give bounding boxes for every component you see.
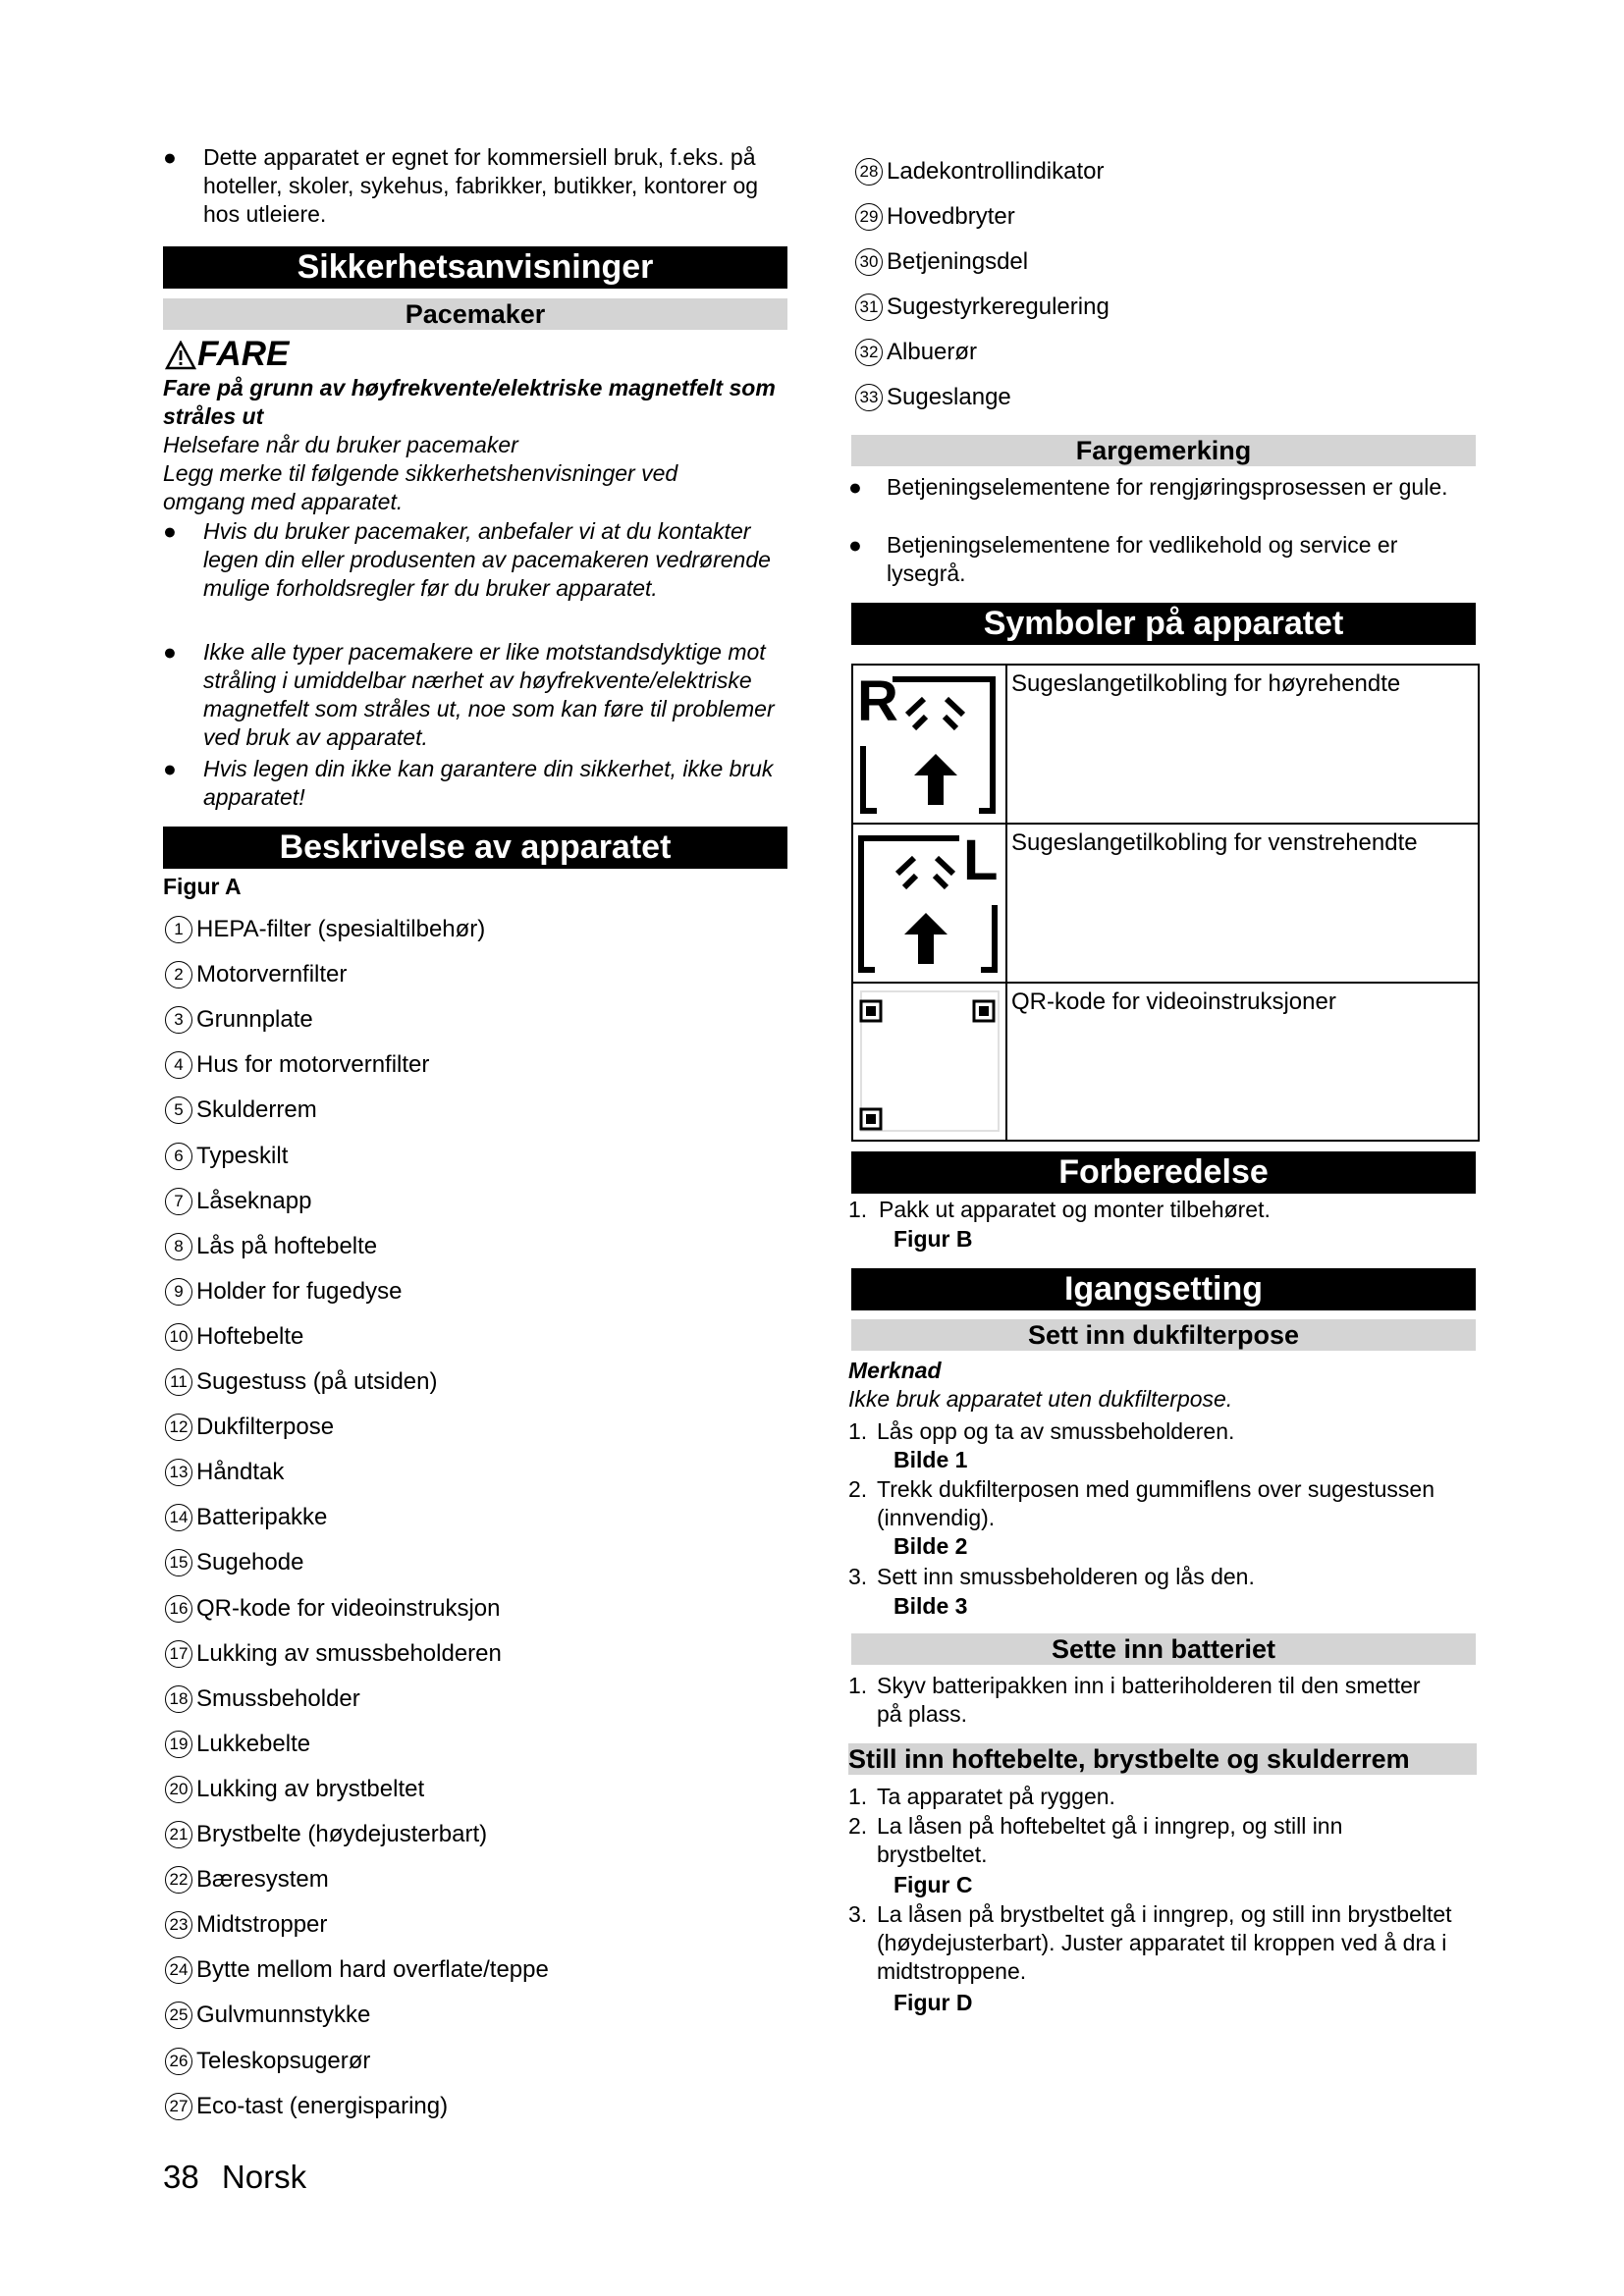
part-number-circle: 27: [165, 2093, 192, 2120]
fare-paragraph-2: Legg merke til følgende sikkerhetshenvisninger ved omgang med apparatet.: [163, 460, 678, 514]
part-label: Ladekontrollindikator: [887, 158, 1105, 185]
belt-step-ref: Figur D: [893, 1990, 973, 2015]
part-label: Midtstropper: [196, 1911, 328, 1938]
left-hand-letter: L: [963, 828, 999, 892]
heading-belts: Still inn hoftebelte, brystbelte og skulderrem: [848, 1743, 1477, 1775]
part-number-circle: 13: [165, 1459, 192, 1486]
part-label: Eco-tast (energisparing): [196, 2093, 449, 2119]
part-number-circle: 28: [855, 158, 883, 186]
fare-title: Fare på grunn av høyfrekvente/elektriske magnetfelt som stråles ut: [163, 375, 776, 429]
symbols-table: [851, 664, 1480, 1142]
prep-figure: Figur B: [893, 1226, 973, 1252]
part-label: Hus for motorvernfilter: [196, 1051, 430, 1078]
part-number-circle: 19: [165, 1731, 192, 1758]
part-label: Lukking av brystbeltet: [196, 1776, 425, 1802]
part-label: Brystbelte (høydejusterbart): [196, 1821, 488, 1847]
right-hand-hose-icon: [853, 666, 1007, 823]
part-label: Sugestuss (på utsiden): [196, 1368, 438, 1395]
heading-safety: Sikkerhetsanvisninger: [163, 246, 787, 289]
part-number-circle: 10: [165, 1323, 192, 1351]
part-number-circle: 32: [855, 339, 883, 366]
part-label: Hoftebelte: [196, 1323, 304, 1350]
part-label: Håndtak: [196, 1459, 285, 1485]
filter-step-ref: Bilde 3: [893, 1593, 968, 1619]
heading-preparation: Forberedelse: [851, 1151, 1476, 1194]
fare-paragraph-1: Helsefare når du bruker pacemaker: [163, 432, 518, 457]
part-label: Låseknapp: [196, 1188, 312, 1214]
part-number-circle: 11: [165, 1368, 192, 1396]
part-number-circle: 6: [165, 1143, 192, 1170]
part-number-circle: 20: [165, 1776, 192, 1803]
part-number-circle: 9: [165, 1278, 192, 1306]
part-label: Typeskilt: [196, 1143, 289, 1169]
part-label: Lukking av smussbeholderen: [196, 1640, 502, 1667]
part-label: Lukkebelte: [196, 1731, 311, 1757]
part-number-circle: 2: [165, 961, 192, 988]
part-number-circle: 12: [165, 1414, 192, 1441]
part-number-circle: 29: [855, 203, 883, 231]
part-label: Sugeslange: [887, 384, 1011, 410]
part-number-circle: 22: [165, 1866, 192, 1894]
symbol-row-right: [853, 666, 1478, 825]
part-number-circle: 5: [165, 1096, 192, 1124]
belt-step-ref: Figur C: [893, 1872, 973, 1897]
part-label: QR-kode for videoinstruksjon: [196, 1595, 501, 1622]
part-number-circle: 24: [165, 1956, 192, 1984]
heading-pacemaker: Pacemaker: [163, 298, 787, 330]
part-label: HEPA-filter (spesialtilbehør): [196, 916, 486, 942]
part-number-circle: 17: [165, 1640, 192, 1668]
heading-filterbag: Sett inn dukfilterpose: [851, 1319, 1476, 1351]
part-number-circle: 30: [855, 248, 883, 276]
part-label: Dukfilterpose: [196, 1414, 335, 1440]
part-number-circle: 14: [165, 1504, 192, 1531]
page-footer: [163, 2158, 306, 2197]
part-label: Bytte mellom hard overflate/teppe: [196, 1956, 549, 1983]
part-number-circle: 25: [165, 2002, 192, 2029]
part-label: Lås på hoftebelte: [196, 1233, 378, 1259]
heading-color: Fargemerking: [851, 435, 1476, 466]
part-number-circle: 7: [165, 1188, 192, 1215]
symbol-row-left: [853, 825, 1478, 984]
part-number-circle: 26: [165, 2048, 192, 2075]
part-label: Holder for fugedyse: [196, 1278, 403, 1305]
heading-description: Beskrivelse av apparatet: [163, 827, 787, 869]
part-label: Sugehode: [196, 1549, 304, 1575]
part-label: Teleskopsugerør: [196, 2048, 371, 2074]
heading-start: Igangsetting: [851, 1268, 1476, 1310]
part-label: Smussbeholder: [196, 1685, 360, 1712]
part-label: Bæresystem: [196, 1866, 329, 1893]
part-label: Betjeningsdel: [887, 248, 1029, 275]
part-number-circle: 15: [165, 1549, 192, 1576]
fare-label: FARE: [197, 335, 290, 373]
part-number-circle: 21: [165, 1821, 192, 1848]
part-label: Skulderrem: [196, 1096, 317, 1123]
part-label: Motorvernfilter: [196, 961, 348, 988]
filter-step-ref: Bilde 2: [893, 1533, 968, 1559]
part-number-circle: 4: [165, 1051, 192, 1079]
part-number-circle: 8: [165, 1233, 192, 1260]
part-label: Grunnplate: [196, 1006, 313, 1033]
symbol-desc-right: Sugeslangetilkobling for høyrehendte: [1011, 670, 1401, 697]
part-label: Sugestyrkeregulering: [887, 294, 1110, 320]
figure-a-label: Figur A: [163, 874, 242, 899]
heading-symbols: Symboler på apparatet: [851, 603, 1476, 645]
part-number-circle: 18: [165, 1685, 192, 1713]
part-number-circle: 33: [855, 384, 883, 411]
qr-code-icon: [853, 984, 1007, 1140]
part-number-circle: 1: [165, 916, 192, 943]
intro-bullet-text: Dette apparatet er egnet for kommersiell bruk, f.eks. på hoteller, skoler, sykehus, fabrikker, butikker, kontorer og hos utleiere.: [203, 144, 759, 227]
note-label: Merknad: [848, 1358, 942, 1383]
warning-triangle-icon: [165, 341, 196, 370]
part-label: Gulvmunnstykke: [196, 2002, 371, 2028]
part-label: Albuerør: [887, 339, 978, 365]
note-text: Ikke bruk apparatet uten dukfilterpose.: [848, 1386, 1233, 1412]
left-hand-hose-icon: [853, 825, 1007, 982]
page-number: 38: [163, 2159, 199, 2195]
part-label: Hovedbryter: [887, 203, 1015, 230]
footer-language: Norsk: [221, 2159, 307, 2195]
part-number-circle: 23: [165, 1911, 192, 1939]
part-number-circle: 16: [165, 1595, 192, 1623]
right-hand-letter: R: [857, 669, 898, 733]
symbol-desc-qr: QR-kode for videoinstruksjoner: [1011, 988, 1336, 1015]
part-number-circle: 31: [855, 294, 883, 321]
symbol-desc-left: Sugeslangetilkobling for venstrehendte: [1011, 829, 1418, 856]
part-label: Batteripakke: [196, 1504, 328, 1530]
part-number-circle: 3: [165, 1006, 192, 1034]
heading-battery: Sette inn batteriet: [851, 1633, 1476, 1665]
filter-step-ref: Bilde 1: [893, 1447, 968, 1472]
symbol-row-qr: [853, 984, 1478, 1140]
